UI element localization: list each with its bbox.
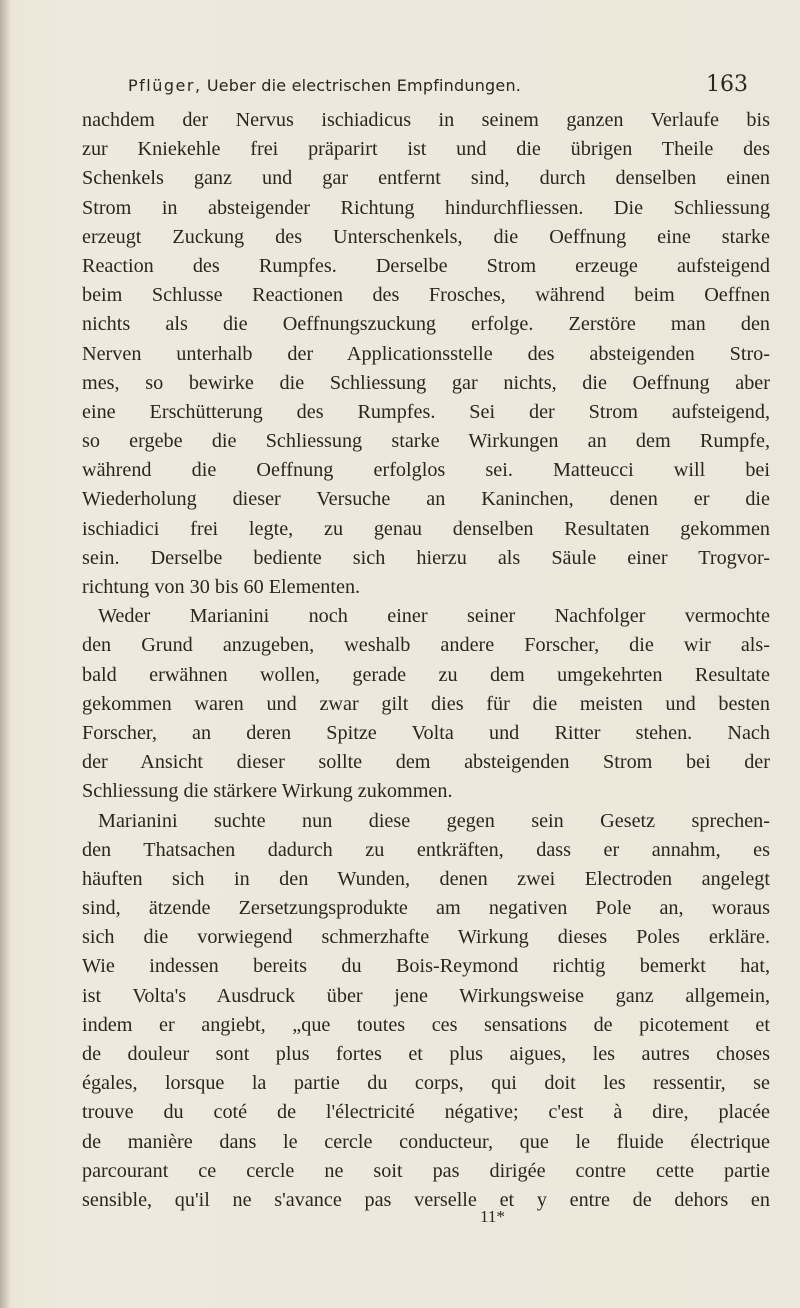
text-line: ischiadici frei legte, zu genau denselben Resultaten gekommen <box>82 517 770 540</box>
text-line: Schliessung die stärkere Wirkung zukommen. <box>82 780 453 803</box>
text-line: während die Oeffnung erfolglos sei. Matteucci will bei <box>82 459 770 482</box>
text-line: sich die vorwiegend schmerzhafte Wirkung dieses Poles erkläre. <box>82 926 770 949</box>
text-line: de manière dans le cercle conducteur, que le fluide électrique <box>82 1130 770 1153</box>
text-line: ist Volta's Ausdruck über jene Wirkungsweise ganz allgemein, <box>82 984 770 1007</box>
text-line: gekommen waren und zwar gilt dies für die meisten und besten <box>82 692 770 715</box>
text-line: den Thatsachen dadurch zu entkräften, dass er annahm, es <box>82 838 770 861</box>
text-line: Strom in absteigender Richtung hindurchfliessen. Die Schliessung <box>82 196 770 219</box>
text-line: nichts als die Oeffnungszuckung erfolge. Zerstöre man den <box>82 313 770 336</box>
body-text <box>82 106 770 1215</box>
text-line: richtung von 30 bis 60 Elementen. <box>82 576 361 598</box>
text-line: der Ansicht dieser sollte dem absteigenden Strom bei der <box>82 751 770 774</box>
running-head-title: Ueber die electrischen Empfindungen. <box>206 76 522 95</box>
text-line: trouve du coté de l'électricité négative; c'est à dire, placée <box>82 1101 770 1124</box>
gutter-shadow <box>0 0 10 1308</box>
text-line: sind, ätzende Zersetzungsprodukte am negativen Pole an, woraus <box>82 897 770 920</box>
text-line: zur Kniekehle frei präparirt ist und die übrigen Theile des <box>82 138 770 161</box>
text-line: erzeugt Zuckung des Unterschenkels, die Oeffnung eine starke <box>82 225 770 248</box>
text-line: égales, lorsque la partie du corps, qui doit les ressentir, se <box>82 1072 770 1095</box>
text-line: Wiederholung dieser Versuche an Kaninchen, denen er die <box>82 488 770 511</box>
text-line: so ergebe die Schliessung starke Wirkungen an dem Rumpfe, <box>82 430 770 453</box>
text-line: bald erwähnen wollen, gerade zu dem umgekehrten Resultate <box>82 663 770 686</box>
text-line: Marianini suchte nun diese gegen sein Gesetz sprechen- <box>98 809 770 832</box>
running-head-author: Pflüger, <box>128 76 202 95</box>
text-line: beim Schlusse Reactionen des Frosches, während beim Oeffnen <box>82 284 770 307</box>
text-line: Forscher, an deren Spitze Volta und Ritter stehen. Nach <box>82 721 770 744</box>
page-number: 163 <box>706 72 748 97</box>
text-line: eine Erschütterung des Rumpfes. Sei der Strom aufsteigend, <box>82 400 770 423</box>
text-line: Reaction des Rumpfes. Derselbe Strom erzeuge aufsteigend <box>82 254 770 277</box>
text-line: den Grund anzugeben, weshalb andere Forscher, die wir als- <box>82 634 770 657</box>
text-line: sensible, qu'il ne s'avance pas verselle et y entre de dehors en <box>82 1188 770 1211</box>
signature-mark: 11* <box>480 1207 505 1226</box>
text-line: Schenkels ganz und gar entfernt sind, durch denselben einen <box>82 167 770 190</box>
text-line: nachdem der Nervus ischiadicus in seinem ganzen Verlaufe bis <box>82 109 770 131</box>
text-line: Weder Marianini noch einer seiner Nachfolger vermochte <box>98 605 770 628</box>
page-header <box>128 72 748 102</box>
text-line: Nerven unterhalb der Applicationsstelle des absteigenden Stro- <box>82 342 770 365</box>
text-line: häuften sich in den Wunden, denen zwei Electroden angelegt <box>82 867 770 890</box>
text-line: indem er angiebt, „que toutes ces sensations de picotement et <box>82 1013 770 1036</box>
text-line: parcourant ce cercle ne soit pas dirigée contre cette partie <box>82 1159 770 1182</box>
text-line: de douleur sont plus fortes et plus aigues, les autres choses <box>82 1043 770 1065</box>
text-line: Wie indessen bereits du Bois-Reymond richtig bemerkt hat, <box>82 955 770 978</box>
text-line: mes, so bewirke die Schliessung gar nichts, die Oeffnung aber <box>82 371 770 394</box>
running-head <box>128 76 521 95</box>
text-line: sein. Derselbe bediente sich hierzu als Säule einer Trogvor- <box>82 546 770 569</box>
